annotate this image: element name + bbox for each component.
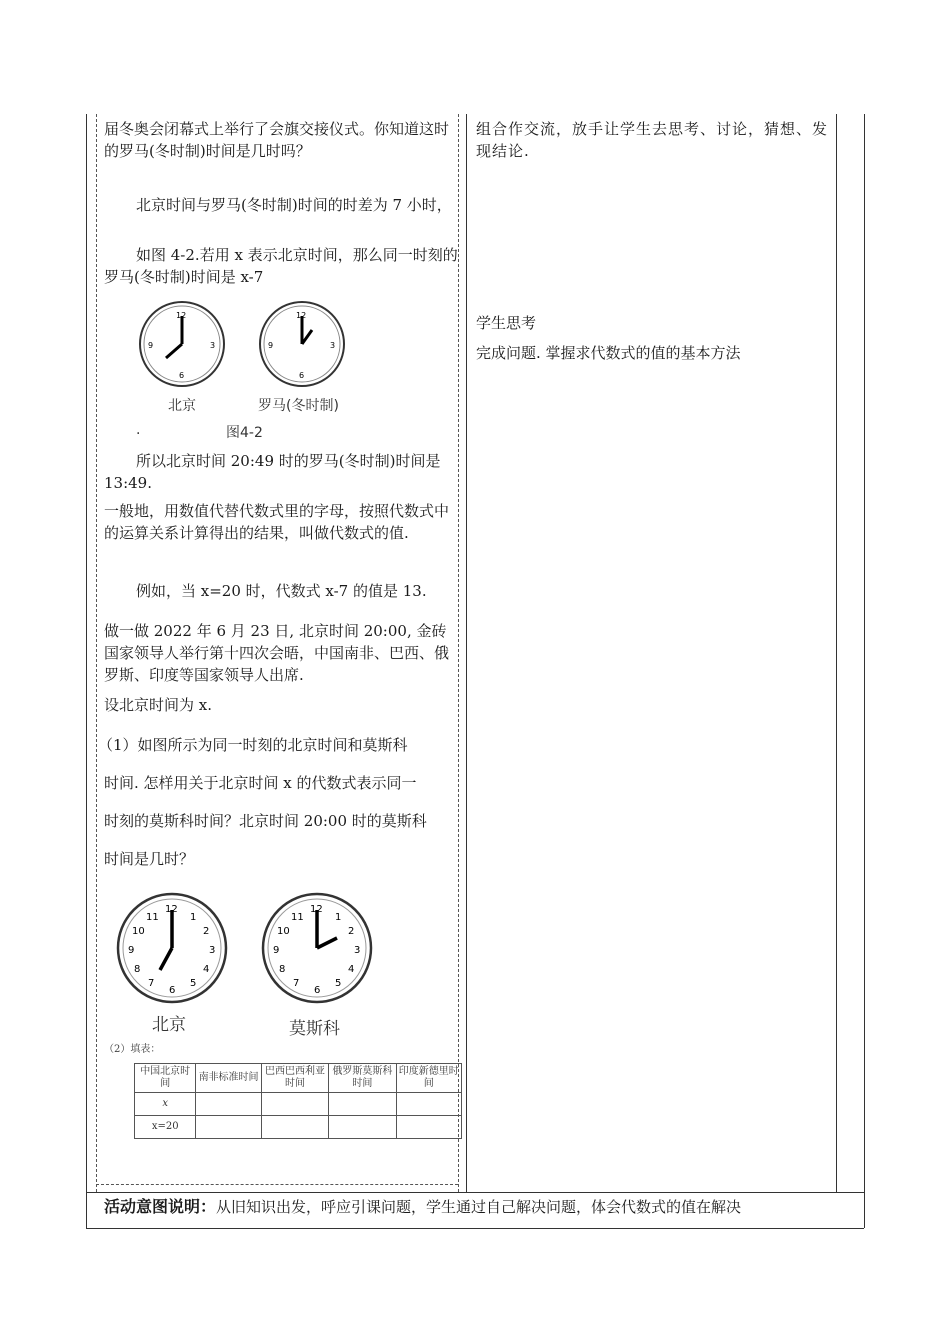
table-header-cell: 南非标准时间 xyxy=(196,1064,261,1093)
fig1-label-rome: 罗马(冬时制) xyxy=(258,398,339,414)
svg-text:11: 11 xyxy=(291,912,304,923)
question-1-line-1: （1）如图所示为同一时刻的北京时间和莫斯科 xyxy=(98,736,408,754)
fig2-label-moscow: 莫斯科 xyxy=(289,1019,340,1039)
svg-text:10: 10 xyxy=(277,926,290,937)
svg-text:9: 9 xyxy=(148,341,154,350)
footer-row xyxy=(104,1196,844,1218)
dashed-right xyxy=(458,114,459,1192)
svg-text:12: 12 xyxy=(296,311,307,320)
svg-text:3: 3 xyxy=(210,341,216,350)
table-header-cell: 印度新德里时间 xyxy=(396,1064,461,1093)
fig2-label-beijing: 北京 xyxy=(152,1015,186,1035)
table-cell xyxy=(261,1093,328,1116)
paragraph-4: 所以北京时间 20:49 时的罗马(冬时制)时间是 13:49. xyxy=(104,452,441,492)
question-2-label: （2）填表： xyxy=(104,1044,161,1055)
svg-text:3: 3 xyxy=(209,945,216,956)
paragraph-definition: 一般地，用数值代替代数式里的字母，按照代数式中的运算关系计算得出的结果，叫做代数式的值. xyxy=(104,502,450,542)
column-divider-middle xyxy=(466,114,467,1192)
svg-text:4: 4 xyxy=(348,964,355,975)
svg-text:5: 5 xyxy=(335,978,342,989)
paragraph-3: 如图 4-2.若用 x 表示北京时间，那么同一时刻的罗马(冬时制)时间是 x-7 xyxy=(104,246,458,286)
svg-text:6: 6 xyxy=(314,985,321,996)
table-cell xyxy=(396,1116,461,1139)
right-student-think: 学生思考 xyxy=(476,314,537,332)
time-zone-table xyxy=(134,1063,462,1139)
moscow-clock xyxy=(263,894,371,1002)
svg-text:9: 9 xyxy=(268,341,274,350)
question-1-line-3: 时刻的莫斯科时间？北京时间 20:00 时的莫斯科 xyxy=(104,812,427,830)
paragraph-example: 例如，当 x=20 时，代数式 x-7 的值是 13. xyxy=(136,582,427,600)
right-complete-problem: 完成问题. 掌握求代数式的值的基本方法 xyxy=(476,344,741,362)
footer-text: 从旧知识出发，呼应引课问题，学生通过自己解决问题，体会代数式的值在解决 xyxy=(216,1198,742,1216)
table-cell xyxy=(329,1116,396,1139)
table-border-left xyxy=(86,114,87,1228)
svg-text:12: 12 xyxy=(310,904,323,915)
svg-text:8: 8 xyxy=(134,964,141,975)
table-header-cell: 巴西巴西利亚时间 xyxy=(261,1064,328,1093)
svg-text:3: 3 xyxy=(354,945,361,956)
svg-text:12: 12 xyxy=(165,904,178,915)
footer-top-border xyxy=(86,1192,864,1193)
table-header-cell: 俄罗斯莫斯科时间 xyxy=(329,1064,396,1093)
paragraph-let-x: 设北京时间为 x. xyxy=(104,696,212,714)
right-activity-text: 组合作交流，放手让学生去思考、讨论，猜想、发现结论. xyxy=(476,120,829,160)
rome-clock xyxy=(260,302,344,386)
beijing-clock xyxy=(118,894,226,1002)
svg-text:6: 6 xyxy=(169,985,176,996)
svg-text:7: 7 xyxy=(293,978,300,989)
question-1-line-4: 时间是几时？ xyxy=(104,850,195,868)
figure-beijing-moscow xyxy=(112,892,382,1012)
svg-text:12: 12 xyxy=(176,311,187,320)
table-header-row xyxy=(135,1064,462,1093)
table-cell: x xyxy=(135,1093,196,1116)
table-border-right xyxy=(864,114,865,1228)
svg-text:1: 1 xyxy=(190,912,197,923)
table-row xyxy=(135,1093,462,1116)
table-cell xyxy=(261,1116,328,1139)
svg-text:8: 8 xyxy=(279,964,286,975)
dashed-left xyxy=(96,114,97,1192)
fig1-caption: 图4-2 xyxy=(226,425,263,441)
table-cell xyxy=(196,1116,261,1139)
fig1-label-beijing: 北京 xyxy=(168,398,196,414)
svg-text:4: 4 xyxy=(203,964,210,975)
svg-text:6: 6 xyxy=(179,371,185,380)
column-divider-outer xyxy=(836,114,837,1192)
fig1-caption-dot: . xyxy=(136,422,141,438)
svg-text:5: 5 xyxy=(190,978,197,989)
svg-text:6: 6 xyxy=(299,371,305,380)
table-row xyxy=(135,1116,462,1139)
footer-label: 活动意图说明： xyxy=(104,1197,217,1216)
svg-text:2: 2 xyxy=(203,926,210,937)
svg-text:11: 11 xyxy=(146,912,159,923)
table-cell xyxy=(196,1093,261,1116)
svg-text:9: 9 xyxy=(128,945,135,956)
paragraph-try: 做一做 2022 年 6 月 23 日, 北京时间 20:00, 金砖国家领导人举行第十四次会晤，中国南非、巴西、俄罗斯、印度等国家领导人出席. xyxy=(104,622,450,684)
svg-text:3: 3 xyxy=(330,341,336,350)
beijing-clock-small xyxy=(140,302,224,386)
figure-4-2 xyxy=(130,296,370,406)
svg-text:1: 1 xyxy=(335,912,342,923)
svg-text:7: 7 xyxy=(148,978,155,989)
paragraph-2: 北京时间与罗马(冬时制)时间的时差为 7 小时， xyxy=(136,196,452,214)
dashed-bottom xyxy=(96,1184,458,1185)
paragraph-1: 届冬奥会闭幕式上举行了会旗交接仪式。你知道这时的罗马(冬时制)时间是几时吗？ xyxy=(104,120,450,160)
svg-text:10: 10 xyxy=(132,926,145,937)
svg-text:9: 9 xyxy=(273,945,280,956)
question-1-line-2: 时间. 怎样用关于北京时间 x 的代数式表示同一 xyxy=(104,774,417,792)
svg-text:2: 2 xyxy=(348,926,355,937)
table-cell xyxy=(396,1093,461,1116)
table-cell: x=20 xyxy=(135,1116,196,1139)
table-header-cell: 中国北京时间 xyxy=(135,1064,196,1093)
table-cell xyxy=(329,1093,396,1116)
table-border-bottom xyxy=(86,1228,864,1229)
